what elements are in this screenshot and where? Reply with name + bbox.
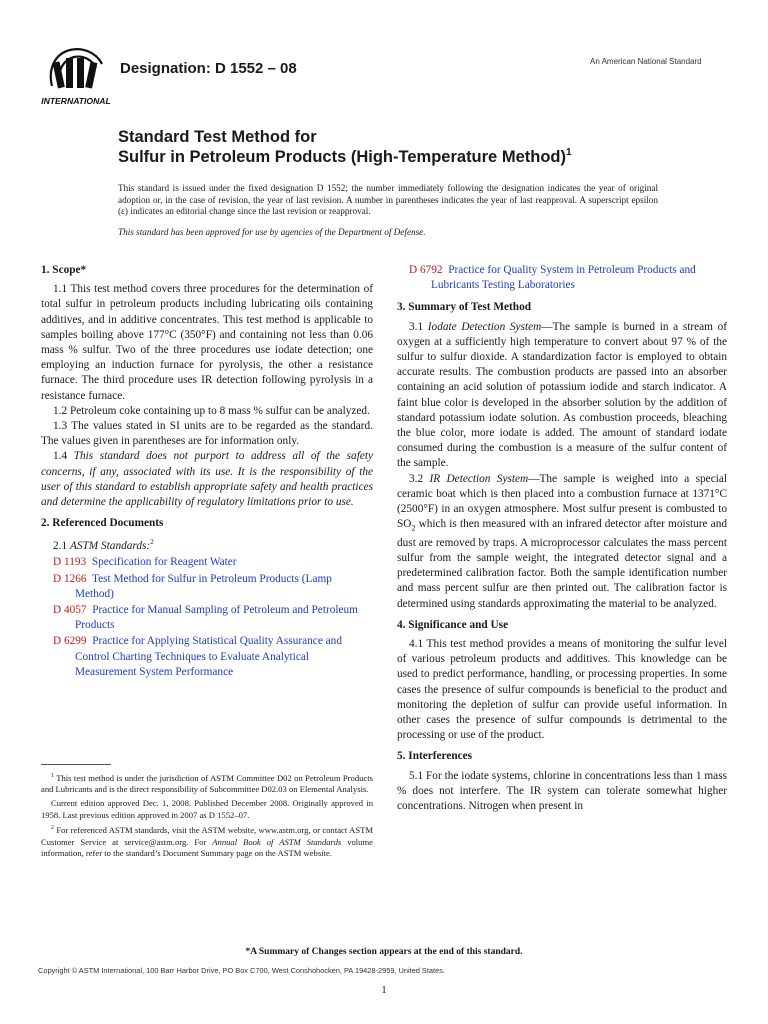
reference-item[interactable]	[53, 603, 373, 633]
para-1-4-text: This standard does not purport to address all of the safety concerns, if any, associated with its use. It is the responsibility of the user of this standard to establish appropriate safety and health practices and determine the applicability of regulatory limitations prior to use.	[41, 450, 374, 509]
title-line-2	[118, 147, 572, 167]
footnote-2-italic: Annual Book of ASTM Standards	[212, 836, 342, 847]
footnote-2	[41, 823, 373, 860]
para-3-1-label: Iodate Detection System	[427, 320, 542, 333]
summary-of-changes-note: *A Summary of Changes section appears at the end of this standard.	[245, 947, 523, 957]
reference-title[interactable]: Test Method for Sulfur in Petroleum Products (Lamp Method)	[75, 572, 332, 600]
subheading-number: 2.1	[53, 540, 70, 553]
logo-subtext: INTERNATIONAL	[41, 96, 111, 106]
section-interferences-heading: 5. Interferences	[397, 750, 473, 763]
footnote-divider	[41, 764, 111, 765]
para-4-1: 4.1 This test method provides a means of monitoring the sulfur level of various petroleum products and additives. This knowledge can be used to predict performance, handling, or processing properties. In some cases the presence of sulfur compounds is beneficial to the product and monitoring the depletion of sulfur can provide useful information. In other cases the presence of sulfur compounds is detrimental to the processing or use of the product.	[397, 637, 727, 742]
para-1-2: 1.2 Petroleum coke containing up to 8 mass % sulfur can be analyzed.	[53, 404, 370, 417]
footnote-1-text: This test method is under the jurisdiction of ASTM Committee D02 on Petroleum Products and Lubricants and is the direct responsibility of Subcommittee D02.03 on Elemental Analysis.	[41, 772, 373, 795]
para-1-1: 1.1 This test method covers three procedures for the determination of total sulfur in petroleum products including lubricating oils containing additives, and in additive concentrates. This test method is applicable to samples boiling above 177°C (350°F) and containing not less than 0.06 mass % sulfur. Two of the three procedures use iodate detection; one employing an induction furnace for pyrolysis, the other a resistance furnace. The third procedure uses IR detection following pyrolysis in a resistance furnace.	[41, 283, 373, 402]
subheading-label: ASTM Standards:	[69, 540, 151, 553]
dod-approval-note: This standard has been approved for use by agencies of the Department of Defense.	[118, 227, 426, 237]
para-5-1: 5.1 For the iodate systems, chlorine in concentrations less than 1 mass % does not interfere. The IR system can tolerate somewhat higher concentrations. Nitrogen when present in	[397, 769, 727, 812]
para-1-4	[41, 449, 373, 510]
section-significance-heading: 4. Significance and Use	[397, 618, 509, 631]
para-3-1	[397, 320, 727, 472]
footnote-2-mark: 2	[51, 825, 54, 832]
reference-item[interactable]	[53, 555, 373, 570]
reference-item[interactable]	[53, 634, 373, 680]
para-1-4-number: 1.4	[53, 450, 74, 463]
reference-title[interactable]: Practice for Quality System in Petroleum Products and Lubricants Testing Laboratories	[431, 264, 696, 292]
title-line-1: Standard Test Method for	[118, 128, 317, 146]
reference-code[interactable]: D 6792	[409, 264, 443, 276]
designation: Designation: D 1552 – 08	[120, 60, 297, 77]
reference-item[interactable]	[409, 263, 727, 293]
footnote-2-text-b: volume information, refer to the standard’s Document Summary page on the ASTM website.	[41, 836, 373, 859]
reference-code[interactable]: D 1266	[53, 572, 87, 585]
reference-code[interactable]: D 6299	[53, 635, 87, 648]
page-number: 1	[381, 984, 387, 996]
reference-title[interactable]: Practice for Manual Sampling of Petroleum and Petroleum Products	[75, 604, 358, 632]
para-3-2-number: 3.2	[409, 472, 430, 485]
right-column	[397, 263, 727, 814]
intro-paragraph: This standard is issued under the fixed designation D 1552; the number immediately following the designation indicates the year of original adoption or, in the case of revision, the year of last revision. A number in parentheses indicates the year of last reapproval. A superscript epsilon (ε) indicates an editorial change since the last revision or reapproval.	[118, 183, 658, 216]
copyright-line: Copyright © ASTM International, 100 Barr Harbor Drive, PO Box C700, West Conshohocken, PA 19428-2959, United States.	[38, 966, 445, 975]
title-text: Sulfur in Petroleum Products (High-Temperature Method)	[118, 148, 566, 166]
reference-item[interactable]	[53, 572, 373, 602]
para-3-1-number: 3.1	[409, 320, 428, 333]
astm-logo	[38, 44, 114, 110]
section-scope-heading: 1. Scope*	[41, 264, 87, 276]
left-column	[41, 263, 373, 681]
footnotes	[41, 771, 373, 862]
reference-title[interactable]: Specification for Reagent Water	[91, 556, 237, 569]
footnote-2-text-a: For referenced ASTM standards, visit the ASTM website, www.astm.org, or contact ASTM Customer Service at service@astm.org. For	[41, 825, 373, 847]
para-3-2-label: IR Detection System	[429, 472, 529, 485]
para-3-2-text-a: —The sample is weighed into a special ceramic boat which is then placed into a combustion furnace at 1371°C (2500°F) in an oxygen atmosphere. Most sulfur present is combusted to SO	[397, 472, 727, 531]
footnote-1-edition: Current edition approved Dec. 1, 2008. Published December 2008. Originally approved in 1958. Last previous edition approved in 2007 as D 1552–07.	[41, 798, 373, 820]
para-3-2-text-b: which is then measured with an infrared detector after moisture and dust are removed by traps. A microprocessor calculates the mass percent sulfur from the sample weight, the integrated detector signal and a predetermined calibration factor. Both the sample identification number and mass percent sulfur are then printed out. The calibration factor is determined using standards approximating the material to be analyzed.	[397, 518, 727, 610]
footnote-1-mark: 1	[51, 773, 54, 779]
para-3-2	[397, 472, 727, 612]
footnote-1	[41, 771, 373, 796]
section-summary-heading: 3. Summary of Test Method	[397, 301, 531, 314]
title-footnote-mark: 1	[565, 147, 572, 158]
reference-code[interactable]: D 1193	[53, 556, 87, 569]
section-referenced-documents-heading: 2. Referenced Documents	[41, 517, 164, 530]
para-3-1-text: —The sample is burned in a stream of oxygen at a sufficiently high temperature to convert about 97 % of the sulfur to sulfur dioxide. A standardization factor is employed to obtain accurate results. The combustion products are passed into an absorber containing an acid solution of potassium iodide and starch indicator. A faint blue color is developed in the absorber solution by the addition of standard potassium iodate solution. As combustion proceeds, bleaching the blue color, more iodate is added. The amount of standard iodate consumed during the combustion is a measure of the sulfur content of the sample.	[397, 320, 728, 470]
reference-code[interactable]: D 4057	[53, 604, 87, 617]
subheading-footnote-mark: 2	[150, 538, 154, 547]
reference-title[interactable]: Practice for Applying Statistical Quality Assurance and Control Charting Techniques to Evaluate Analytical Measurement System Performance	[75, 635, 342, 678]
national-standard-label: An American National Standard	[590, 57, 702, 66]
logo-text	[76, 81, 77, 82]
so2-subscript: 2	[411, 523, 416, 533]
astm-standards-subheading	[41, 535, 373, 554]
para-1-3: 1.3 The values stated in SI units are to be regarded as the standard. The values given in parentheses are for information only.	[41, 420, 373, 448]
